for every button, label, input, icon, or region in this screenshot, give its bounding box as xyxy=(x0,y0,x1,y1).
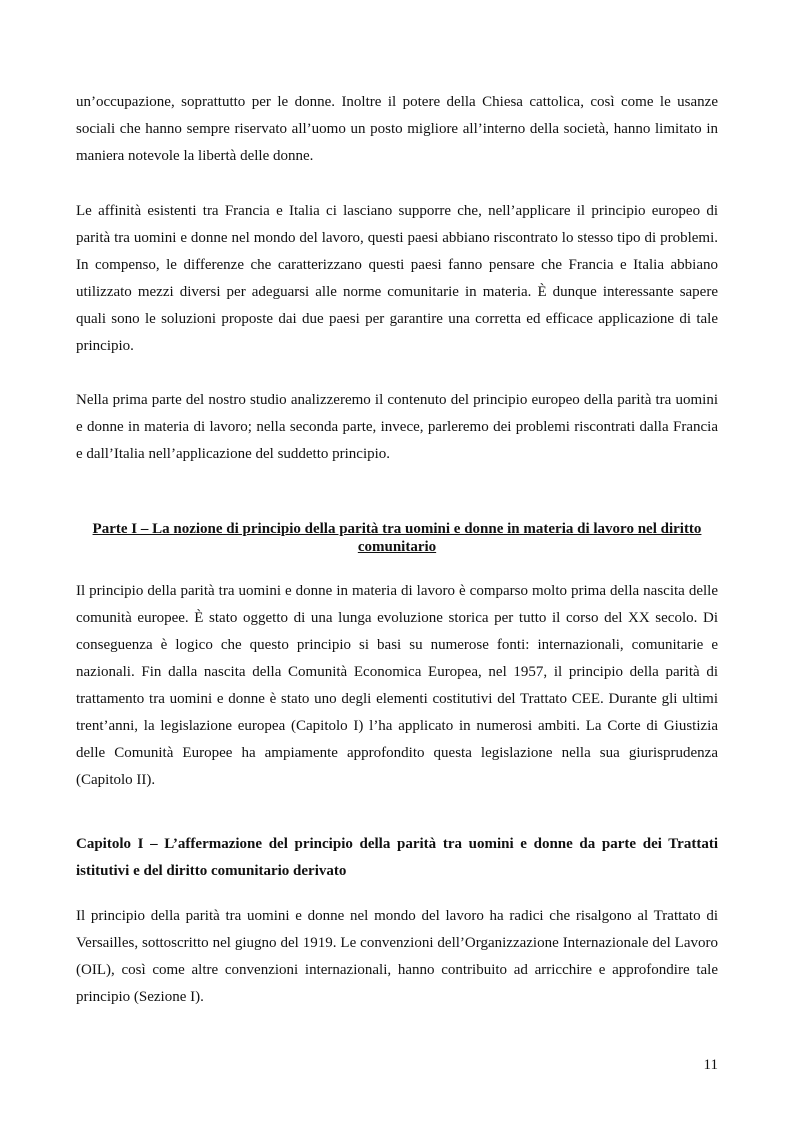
paragraph-intro-continuation: un’occupazione, soprattutto per le donne. Inoltre il potere della Chiesa cattolica, così come le usanze sociali che hanno sempre riservato all’uomo un posto migliore all’interno della società, hanno limitato in maniera notevole la libertà delle donne. xyxy=(76,94,718,164)
paragraph-principle-origins: Il principio della parità tra uomini e donne in materia di lavoro è comparso molto prima della nascita delle comunità europee. È stato oggetto di una lunga evoluzione storica per tutto il corso del XX secolo. Di conseguenza è logico che questo principio si basi su numerose fonti: internazionali, comunitarie e nazionali. Fin dalla nascita della Comunità Economica Europea, nel 1957, il principio della parità di trattamento tra uomini e donne è stato uno degli elementi costitutivi del Trattato CEE. Durante gli ultimi trent’anni, la legislazione europea (Capitolo I) l’ha applicato in numerosi ambiti. La Corte di Giustizia delle Comunità Europee ha ampiamente approfondito questa legislazione nella sua giurisprudenza (Capitolo II). xyxy=(76,583,718,788)
paragraph-study-outline: Nella prima parte del nostro studio analizzeremo il contenuto del principio europeo della parità tra uomini e donne in materia di lavoro; nella seconda parte, invece, parleremo dei problemi riscontrati dalla Francia e dall’Italia nell’applicazione del suddetto principio. xyxy=(76,392,718,462)
document-page xyxy=(76,89,718,1011)
page-number: 11 xyxy=(703,1057,718,1073)
paragraph-versailles-treaty: Il principio della parità tra uomini e donne nel mondo del lavoro ha radici che risalgono al Trattato di Versailles, sottoscritto nel giugno del 1919. Le convenzioni dell’Organizzazione Internazionale del Lavoro (OIL), così come altre convenzioni internazionali, hanno contribuito ad arricchire e approfondire tale principio (Sezione I). xyxy=(76,908,718,1005)
paragraph-france-italy-affinities: Le affinità esistenti tra Francia e Italia ci lasciano supporre che, nell’applicare il principio europeo di parità tra uomini e donne nel mondo del lavoro, questi paesi abbiano riscontrato lo stesso tipo di problemi. In compenso, le differenze che caratterizzano questi paesi fanno pensare che Francia e Italia abbiano utilizzato mezzi diversi per adeguarsi alle norme comunitarie in materia. È dunque interessante sapere quali sono le soluzioni proposte dai due paesi per garantire una corretta ed efficace applicazione di tale principio. xyxy=(76,203,718,354)
part-heading: Parte I – La nozione di principio della parità tra uomini e donne in materia di lavoro nel diritto comunitario xyxy=(92,521,702,555)
chapter-heading: Capitolo I – L’affermazione del principio della parità tra uomini e donne da parte dei Trattati istitutivi e del diritto comunitario derivato xyxy=(76,836,718,879)
